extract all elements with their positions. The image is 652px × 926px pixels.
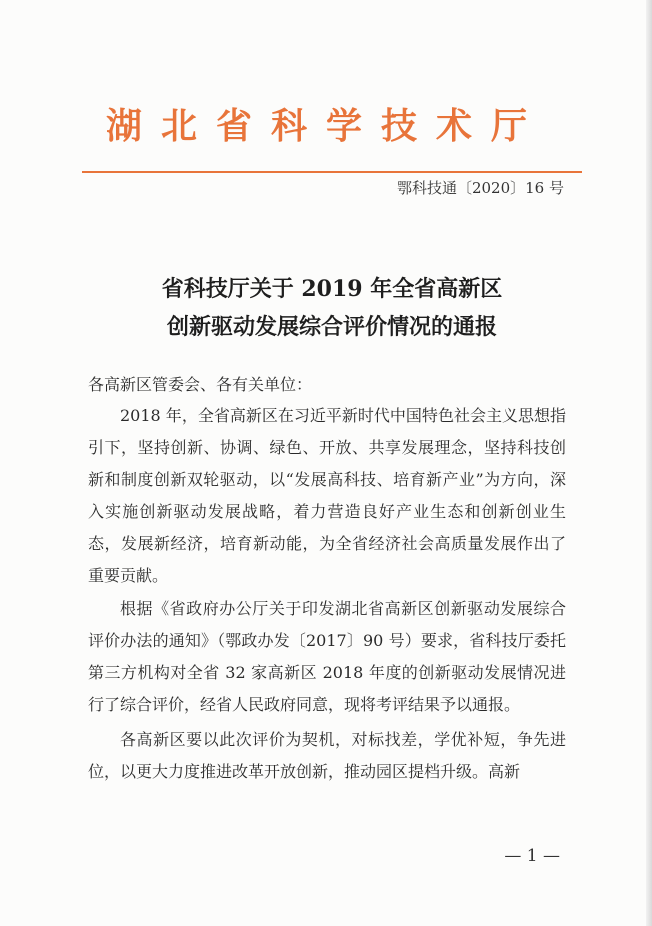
salutation: 各高新区管委会、各有关单位：: [88, 375, 313, 394]
body-paragraph: 2018 年，全省高新区在习近平新时代中国特色社会主义思想指引下，坚持创新、协调、绿色、开放、共享发展理念，坚持科技创新和制度创新双轮驱动，以“发展高科技、培育新产业”为方向，深入实施创新驱动发展战略，着力营造良好产业生态和创新创业生态，发展新经济，培育新动能，为全省经济社会高质量发展作出了重要贡献。: [88, 406, 566, 585]
body-paragraph-2-block: [88, 593, 566, 721]
header-red-rule: [82, 171, 582, 173]
body-paragraph: 根据《省政府办公厅关于印发湖北省高新区创新驱动发展综合评价办法的通知》（鄂政办发〔2017〕90 号）要求，省科技厅委托第三方机构对全省 32 家高新区 2018 年度的创新驱动发展情况进行了综合评价，经省人民政府同意，现将考评结果予以通报。: [88, 599, 566, 714]
page-number: — 1 —: [504, 846, 560, 866]
document-title-line-2: 创新驱动发展综合评价情况的通报: [166, 314, 497, 340]
body-paragraph-3-block: [88, 724, 566, 788]
body-paragraph: 各高新区要以此次评价为契机，对标找差，学优补短，争先进位，以更大力度推进改革开放创新，推动园区提档升级。高新: [88, 730, 566, 781]
document-title-line-1: 省科技厅关于 2019 年全省高新区: [161, 276, 503, 302]
page-edge-shadow: [646, 0, 652, 926]
document-number: 鄂科技通〔2020〕16 号: [396, 179, 564, 197]
body-paragraph-1-block: [88, 400, 566, 592]
agency-header-title: 湖北省科学技术厅: [105, 106, 546, 147]
